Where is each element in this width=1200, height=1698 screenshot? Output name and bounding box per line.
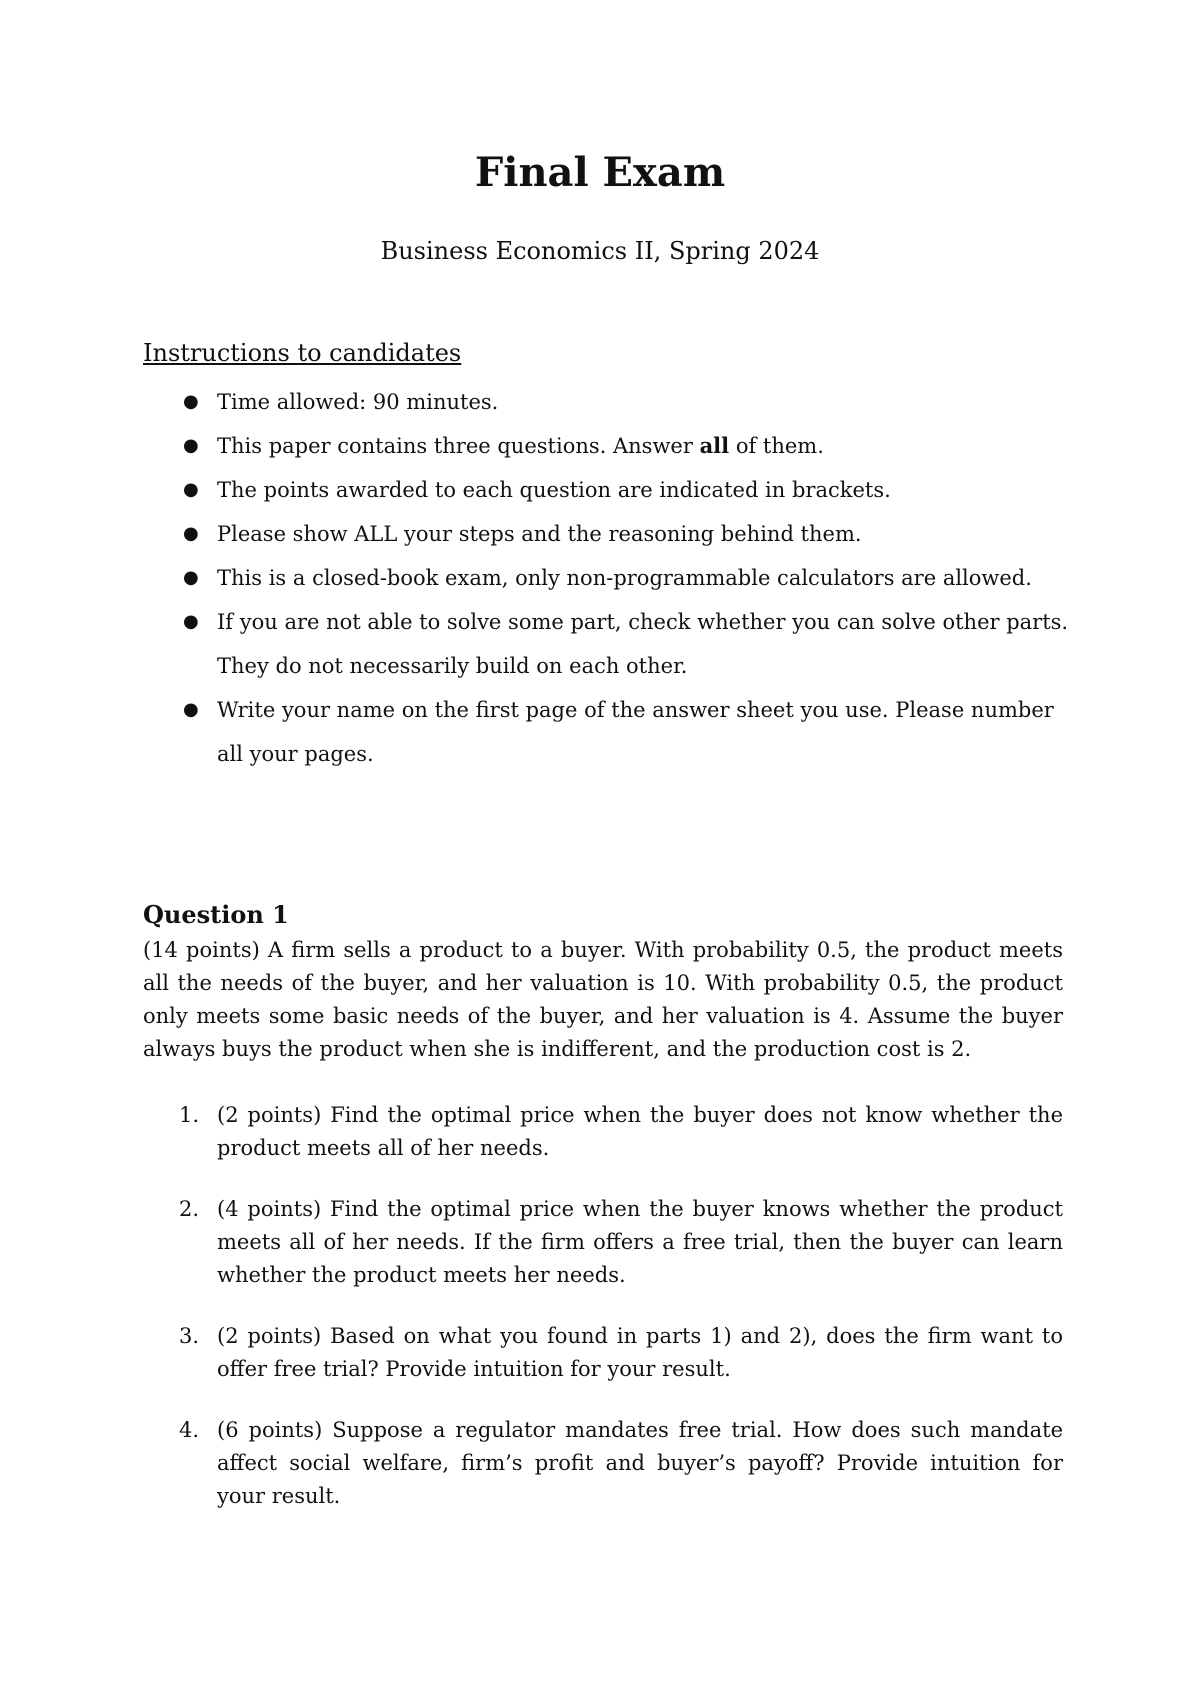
instruction-text: of them. — [729, 434, 824, 458]
page-title: Final Exam — [474, 149, 726, 196]
part-number: 2. — [179, 1197, 200, 1221]
instructions-heading: Instructions to candidates — [143, 339, 462, 367]
bullet-icon: ● — [183, 523, 199, 544]
question-part — [143, 1320, 1063, 1386]
part-text: (2 points) Based on what you found in parts 1) and 2), does the firm want to offer free trial? Provide intuition for your result. — [217, 1324, 1063, 1381]
part-text: (6 points) Suppose a regulator mandates free trial. How does such mandate affect social welfare, firm’s profit and buyer’s payoff? Provide intuition for your result. — [217, 1418, 1063, 1508]
instruction-item — [143, 468, 1083, 512]
part-number: 4. — [179, 1418, 200, 1442]
instruction-item — [143, 556, 1083, 600]
instruction-item — [143, 380, 1083, 424]
instruction-text: This is a closed-book exam, only non-programmable calculators are allowed. — [217, 566, 1032, 590]
instruction-text: Write your name on the first page of the answer sheet you use. Please number all your pages. — [217, 698, 1054, 766]
instruction-text: Please show ALL your steps and the reasoning behind them. — [217, 522, 862, 546]
bullet-icon: ● — [183, 435, 199, 456]
instruction-item — [143, 512, 1083, 556]
bullet-icon: ● — [183, 567, 199, 588]
instruction-text: The points awarded to each question are indicated in brackets. — [217, 478, 891, 502]
bullet-icon: ● — [183, 611, 199, 632]
question-parts-list — [143, 1099, 1063, 1541]
bullet-icon: ● — [183, 479, 199, 500]
question-part — [143, 1099, 1063, 1165]
part-number: 3. — [179, 1324, 200, 1348]
instruction-text: This paper contains three questions. Answer — [217, 434, 700, 458]
part-text: (4 points) Find the optimal price when the buyer knows whether the product meets all of her needs. If the firm offers a free trial, then the buyer can learn whether the product meets her needs. — [217, 1197, 1063, 1287]
instruction-item — [143, 424, 1083, 468]
question-intro: (14 points) A firm sells a product to a buyer. With probability 0.5, the product meets all the needs of the buyer, and her valuation is 10. With probability 0.5, the product only meets some basic needs of the buyer, and her valuation is 4. Assume the buyer always buys the product when she is indifferent, and the production cost is 2. — [143, 938, 1063, 1061]
bullet-icon: ● — [183, 391, 199, 412]
instruction-text: Time allowed: 90 minutes. — [217, 390, 499, 414]
course-subtitle: Business Economics II, Spring 2024 — [380, 237, 820, 265]
instructions-list — [143, 380, 1083, 776]
question-heading: Question 1 — [143, 900, 289, 929]
instruction-item — [143, 688, 1083, 776]
part-number: 1. — [179, 1103, 200, 1127]
part-text: (2 points) Find the optimal price when the buyer does not know whether the product meets all of her needs. — [217, 1103, 1063, 1160]
question-part — [143, 1193, 1063, 1292]
question-part — [143, 1414, 1063, 1513]
instruction-item — [143, 600, 1083, 688]
bullet-icon: ● — [183, 699, 199, 720]
instruction-text: If you are not able to solve some part, check whether you can solve other parts. They do not necessarily build on each other. — [217, 610, 1069, 678]
instruction-emphasis: all — [699, 433, 730, 458]
